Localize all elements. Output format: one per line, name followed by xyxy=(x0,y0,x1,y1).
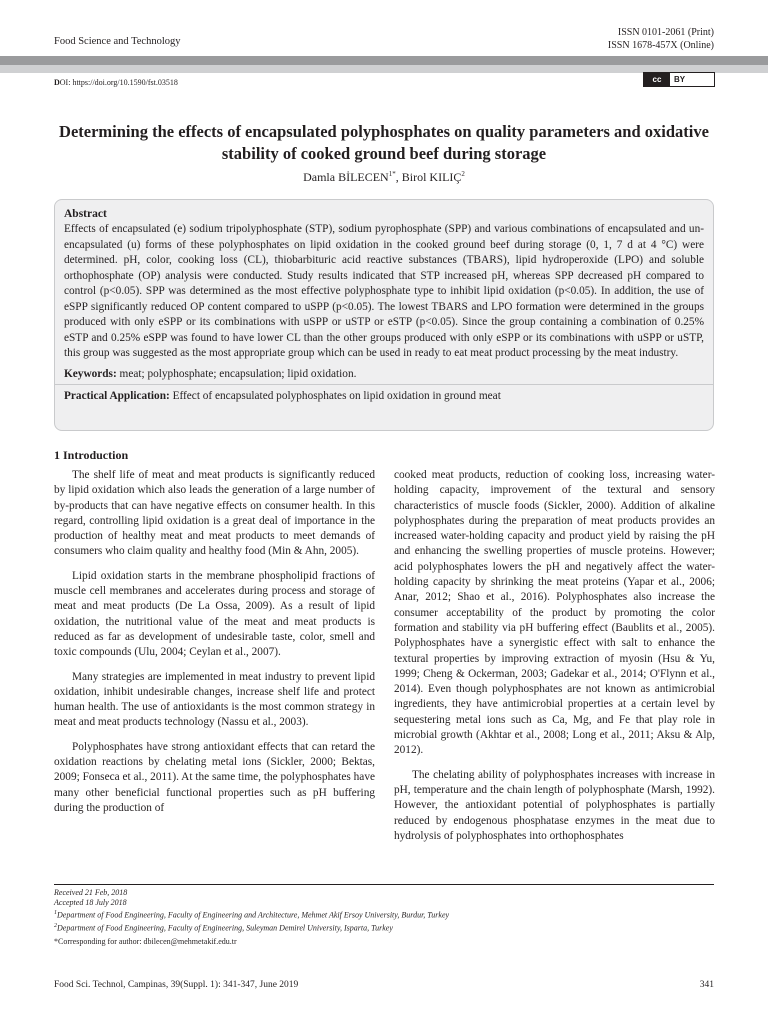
practical-application-line xyxy=(64,390,704,402)
affiliation-1-text: Department of Food Engineering, Faculty of Engineering and Architecture, Mehmet Akif Ersoy University, Burdur, Turkey xyxy=(57,911,450,921)
keywords-line xyxy=(64,368,704,380)
received-date: Received 21 Feb, 2018 xyxy=(54,888,128,897)
issn-online: ISSN 1678-457X (Online) xyxy=(607,40,714,51)
footer-citation: Food Sci. Technol, Campinas, 39(Suppl. 1): 341-347, June 2019 xyxy=(54,980,299,990)
author-1: Damla BİLECEN xyxy=(303,170,389,184)
doi-initial: D xyxy=(54,78,60,87)
author-2: Birol KILIÇ xyxy=(401,170,462,184)
keywords-label: Keywords: xyxy=(64,367,117,380)
abstract-heading: Abstract xyxy=(64,208,107,220)
issn-block xyxy=(608,26,714,52)
doi-line[interactable] xyxy=(54,78,178,87)
paragraph: The chelating ability of polyphosphates increases with increase in pH, temperature and the chain length of polyphosphate (Marsh, 1992). However, the antioxidant potential of polyphosphates is partially reduced by endogenous phosphatase enzymes in the meat due to hydrolysis of polyphosphates into orthophosphates xyxy=(394,768,715,842)
issn-print: ISSN 0101-2061 (Print) xyxy=(617,27,714,38)
doi-text: OI: https://doi.org/10.1590/fst.03518 xyxy=(59,78,178,87)
affiliation-1-marker: 1 xyxy=(54,910,57,917)
author-separator: , xyxy=(395,170,402,184)
author-1-affiliation: 1* xyxy=(388,170,396,178)
practical-application-text: Effect of encapsulated polyphosphates on lipid oxidation in ground meat xyxy=(169,389,501,402)
column-left xyxy=(54,468,375,825)
footnotes xyxy=(54,888,714,947)
practical-application-label: Practical Application: xyxy=(64,389,170,402)
article-title: Determining the effects of encapsulated polyphosphates on quality parameters and oxidative stability of cooked ground beef during storage xyxy=(59,122,709,163)
paragraph: Polyphosphates have strong antioxidant effects that can retard the oxidation reactions by chelating metal ions (Sickler, 2000; Bektas, 2009; Fonseca et al., 2011). At the same time, the polyphosphates have many other beneficial functional properties such as pH buffering during the production of xyxy=(54,740,375,814)
affiliation-2-marker: 2 xyxy=(54,923,57,930)
keywords-text: meat; polyphosphate; encapsulation; lipid oxidation. xyxy=(116,367,357,380)
paragraph: Lipid oxidation starts in the membrane phospholipid fractions of muscle cell membranes and accelerates during process and storage of meat and meat products (De La Ossa, 2009). As a result of lipid oxidation, the nutritional value of the meat and meat products is reduced as far as development of undesirable taste, color, smell and toxic compounds (Ulu, 2004; Ceylan et al., 2007). xyxy=(54,569,375,659)
cc-icon: cc xyxy=(644,73,670,86)
footnote-divider xyxy=(54,884,714,885)
affiliation-1 xyxy=(54,908,714,921)
abstract-box xyxy=(54,199,714,431)
paragraph: Many strategies are implemented in meat industry to prevent lipid oxidation, inhibit undesirable changes, increase shelf life and protect human health. The use of antioxidants is the most common strategy in meat and meat products technology (Nassu et al., 2003). xyxy=(54,670,375,729)
affiliation-2-text: Department of Food Engineering, Faculty of Engineering, Suleyman Demirel University, Isparta, Turkey xyxy=(57,923,393,933)
abstract-divider xyxy=(55,384,713,385)
author-2-affiliation: 2 xyxy=(461,170,465,178)
affiliation-2 xyxy=(54,921,714,934)
journal-name: Food Science and Technology xyxy=(54,36,181,47)
page-number: 341 xyxy=(699,980,714,990)
abstract-text: Effects of encapsulated (e) sodium tripolyphosphate (STP), sodium pyrophosphate (SPP) and various combinations of encapsulated and un-encapsulated (u) forms of these polyphosphates on lipid oxidation in the cooked ground beef during storage (0, 1, 7 d at 4 °C) were determined. pH, color, cooking loss (CL), thiobarbituric acid reactive substances (TBARS), lipid hydroperoxide (LPO) and soluble orthophosphate (OP) analysis were conducted. Study results indicated that STP increased pH, whereas SPP decreased pH compared to control (p<0.05). SPP was determined as the most effective polyphosphate type to inhibit lipid oxidation (p<0.05). In addition, the use of eSPP significantly reduced OP content compared to uSPP (p<0.05). The lowest TBARS and LPO formation were determined in the groups produced with only eSPP or its combinations with uSPP or uSTP or eSTP (p<0.05). Since the group containing a combination of 0.25% eSTP and 0.25% eSPP was found to have lower CL than the other groups produced with only eSPP or its combinations with uSPP or uSTP, this group was suggested as the most appropriate group which can be used in ready to eat meat product processing by the meat industry. xyxy=(64,223,704,359)
corresponding-author: *Corresponding for author: dbilecen@mehmetakif.edu.tr xyxy=(54,937,237,947)
paragraph: cooked meat products, reduction of cooking loss, increasing water-holding capacity, improvement of the textural and sensory characteristics of muscle foods (Sickler, 2000). Addition of alkaline polyphosphates during the preparation of meat products provides an increased water-holding capacity and product yield by raising the pH and enhancing the swelling properties of muscle proteins. However; acid polyphosphates lowers the pH and negatively affect the water-holding capacity by shrinking the meat proteins (Yapar et al., 2006; Anar, 2012; Shao et al., 2016). Polyphosphates also increase the consumer acceptability of the product by promoting the color formation and stability via pH buffering effect (Baublits et al., 2005). Polyphosphates have a synergistic effect with salt to enhance the textural properties by improving extraction of myosin (Hsu & Yu, 1999; Cheng & Ockerman, 2003; Gadekar et al., 2014; O'Flynn et al., 2014). Even though polyphosphates are not known as antimicrobial ingredients, they have antimicrobial properties at a certain level by sequestering metal ions such as Ca, Mg, and Fe that play role in microbial growth (Akhtar et al., 2008; Long et al., 2011; Aksu & Alp, 2012). xyxy=(394,469,715,757)
paragraph: The shelf life of meat and meat products is significantly reduced by lipid oxidation which also leads the generation of a large number of by-products that can have negative effects on consumer health. In this regard, controlling lipid oxidation is a great deal of importance in the production of healthy meat and meat products to meet demands of consumers who claim quality and healthy food (Min & Ahn, 2005). xyxy=(54,469,375,558)
accepted-date: Accepted 18 July 2018 xyxy=(54,898,127,908)
cc-by-license-icon[interactable] xyxy=(643,72,715,87)
section-heading-introduction: 1 Introduction xyxy=(54,448,129,462)
author-line xyxy=(54,170,714,185)
by-label: BY xyxy=(674,75,686,84)
header-bar-dark xyxy=(0,56,768,65)
column-right xyxy=(394,468,715,853)
